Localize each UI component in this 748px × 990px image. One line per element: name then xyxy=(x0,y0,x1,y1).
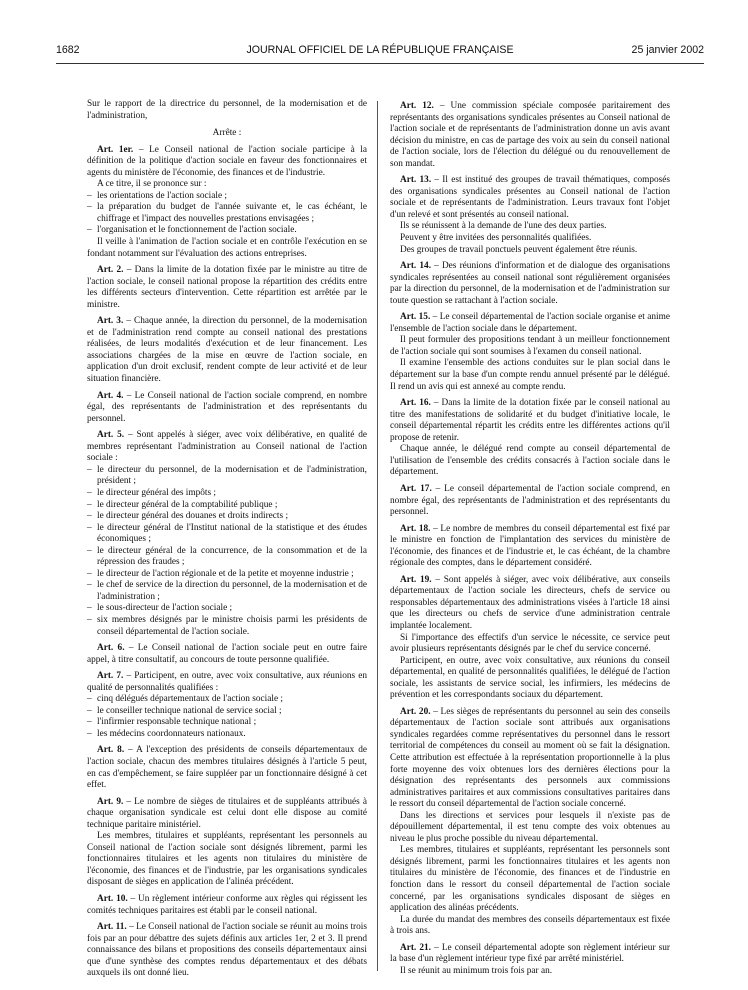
column-divider xyxy=(377,101,378,971)
paragraph: A ce titre, il se prononce sur : xyxy=(97,179,207,190)
list-item: – le directeur général de l'Institut national de la statistique et des études économiques ; xyxy=(87,522,367,545)
list-item: – cinq délégués départementaux de l'action sociale ; xyxy=(87,694,283,705)
paragraph: Des groupes de travail ponctuels peuvent également être réunis. xyxy=(400,244,638,255)
article-label: Art. 13. xyxy=(400,175,432,186)
header-rule xyxy=(56,63,704,64)
list-item: – l'infirmier responsable technique national ; xyxy=(87,717,257,728)
article-label: Art. 14. xyxy=(400,261,432,272)
paragraph: Chaque année, le délégué rend compte au conseil départemental de l'utilisation de l'ensemble des crédits consacrés à l'action sociale dans le département. xyxy=(390,444,670,478)
article-label: Art. 6. xyxy=(97,643,125,654)
list-item: – le directeur de l'action régionale et de la petite et moyenne industrie ; xyxy=(87,568,354,579)
list-item: – le conseiller technique national de service social ; xyxy=(87,705,282,716)
article-19 xyxy=(390,575,670,633)
article-11 xyxy=(87,922,367,980)
list-item: – l'organisation et le fonctionnement de l'action sociale. xyxy=(87,225,297,236)
article-label: Art. 5. xyxy=(97,430,125,441)
list-item: – le directeur du personnel, de la modernisation et de l'administration, président ; xyxy=(87,464,367,487)
article-1 xyxy=(87,145,367,180)
paragraph: La durée du mandat des membres des conseils départementaux est fixée à trois ans. xyxy=(390,914,670,937)
article-21 xyxy=(390,943,670,966)
article-text: – Chaque année, la direction du personnel, de la modernisation et de l'administration rend compte au conseil national des prestations réalisées, de leurs modalités d'exécution et de leur financement. Les associations chargées de la mise en œuvre de l'action sociale, en application d'un droit exclusif, rendent compte de leur activité et de leur situation financière. xyxy=(87,316,367,385)
article-text: – Une commission spéciale composée paritairement des représentants des organisations syndicales présentes au Conseil national de l'action sociale et de représentants de l'administration donne un avis avant décision du ministre, en cas de partage des voix au sein du conseil national de l'action sociale, lors de l'élection du délégué ou du renouvellement de son mandat. xyxy=(390,101,670,169)
article-18 xyxy=(390,524,670,570)
article-text: – Le conseil départemental adopte son règlement intérieur sur la base d'un règlement intérieur type fixé par arrêté ministériel. xyxy=(390,942,670,965)
article-label: Art. 19. xyxy=(400,574,432,585)
paragraph: Les membres, titulaires et suppléants, représentant les personnels au Conseil national de l'action sociale sont désignés librement, parmi les fonctionnaires titulaires et les agents non titulaires du ministère de l'économie, des finances et de l'industrie, par les organisations syndicales disposant de sièges en application de l'alinéa précédent. xyxy=(87,831,367,888)
list-item: – les orientations de l'action sociale ; xyxy=(87,190,227,201)
paragraph: Il peut formuler des propositions tendant à un meilleur fonctionnement de l'action sociale qui sont soumises à l'examen du conseil national. xyxy=(390,335,670,357)
article-text: – Le Conseil national de l'action sociale peut en outre faire appel, à titre consultatif, au concours de toute personne qualifiée. xyxy=(87,643,367,665)
article-label: Art. 18. xyxy=(400,523,431,534)
article-label: Art. 20. xyxy=(400,706,431,717)
article-text: – Le Conseil national de l'action sociale participe à la définition de la politique d'action sociale en faveur des fonctionnaires et agents du ministère de l'économie, des finances et de l'industrie. xyxy=(87,144,368,178)
list-item: – le directeur général des impôts ; xyxy=(87,487,217,498)
list-item: – le directeur général de la concurrence, de la consommation et de la répression des fraudes ; xyxy=(87,545,367,568)
article-label: Art. 21. xyxy=(400,942,431,953)
article-label: Art. 7. xyxy=(97,671,124,682)
intro-paragraph: Sur le rapport de la directrice du personnel, de la modernisation et de l'administration, xyxy=(87,99,367,121)
article-text: – Dans la limite de la dotation fixée par le conseil national au titre des manifestations de solidarité et du budget d'initiative locale, le conseil départemental répartit les crédits entre les différentes actions qu'il propose de retenir. xyxy=(390,398,670,443)
article-label: Art. 15. xyxy=(400,312,431,323)
article-text: – Sont appelés à siéger, avec voix délibérative, en qualité de membres représentant l'administration au Conseil national de l'action sociale : xyxy=(87,430,367,464)
article-6 xyxy=(87,643,367,666)
paragraph: Les membres, titulaires et suppléants, représentant les personnels sont désignés librement, parmi les fonctionnaires titulaires et les agents non titulaires du ministère de l'économie, des finances et de l'industrie en fonction dans le ressort du conseil départemental de l'action sociale concerné, par les organisations syndicales disposant de sièges en application des alinéas précédents. xyxy=(390,845,670,914)
article-8 xyxy=(87,745,367,791)
article-label: Art. 9. xyxy=(97,796,124,807)
article-text: – Le Conseil national de l'action sociale se réunit au moins trois fois par an pour débattre des sujets définis aux articles 1er, 2 et 3. Il prend connaissance des bilans et propositions des conseils départementaux ainsi que d'une synthèse des comptes rendus départementaux et des débats auxquels ils ont donné lieu. xyxy=(87,922,367,979)
article-text: – Il est institué des groupes de travail thématiques, composés des organisations syndicales présentes au Conseil national de l'action sociale et de représentants de l'administration. Leurs travaux font l'objet d'un relevé et sont présentés au conseil national. xyxy=(390,175,670,220)
article-20 xyxy=(390,707,670,811)
arrete-heading: Arrête : xyxy=(212,128,242,139)
list-item: – le directeur général des douanes et droits indirects ; xyxy=(87,511,289,522)
list-item: – le chef de service de la direction du personnel, de la modernisation et de l'administration ; xyxy=(87,580,367,602)
paragraph: Si l'importance des effectifs d'un service le nécessite, ce service peut avoir plusieurs représentants désignés par le chef du service concerné. xyxy=(390,632,670,655)
article-13 xyxy=(390,175,670,221)
article-text: – Le conseil départemental de l'action sociale organise et anime l'ensemble de l'action sociale dans le département. xyxy=(390,312,670,334)
article-3 xyxy=(87,316,367,385)
article-9 xyxy=(87,797,367,832)
article-10 xyxy=(87,894,367,917)
article-text: – A l'exception des présidents de conseils départementaux de l'action sociale, chacun des membres titulaires désignés à l'article 5 peut, en cas d'empêchement, se faire suppléer par un fonctionnaire désigné à cet effet. xyxy=(87,745,367,791)
right-column xyxy=(390,101,670,977)
article-text: – Participent, en outre, avec voix consultative, aux réunions en qualité de personnalités qualifiées : xyxy=(87,671,367,693)
article-5 xyxy=(87,430,367,465)
article-label: Art. 1er. xyxy=(97,144,134,155)
article-text: – Sont appelés à siéger, avec voix délibérative, aux conseils départementaux de l'action sociale les directeurs, chefs de service ou responsables départementaux des administrations visées à l'article 18 ainsi que les directeurs ou chefs de service d'une administration centrale implantée localement. xyxy=(390,574,670,631)
article-label: Art. 3. xyxy=(97,316,124,327)
article-text: – Un règlement intérieur conforme aux règles qui régissent les comités techniques paritaires est établi par le conseil national. xyxy=(87,894,367,916)
paragraph: Participent, en outre, avec voix consultative, aux réunions du conseil départemental, en qualité de personnalités qualifiées, le délégué de l'action sociale, les assistants de service social, les infirmiers, les médecins de prévention et les correspondants sociaux du département. xyxy=(390,655,670,701)
list-item: – le directeur général de la comptabilité publique ; xyxy=(87,499,278,510)
paragraph: Ils se réunissent à la demande de l'une des deux parties. xyxy=(400,221,607,232)
article-text: – Les sièges de représentants du personnel au sein des conseils départementaux de l'action sociale sont attribués aux organisations syndicales regardées comme représentatives du personnel dans le ressort territorial de compétences du conseil au moment où se fait la désignation. Cette attribution est effectuée à la représentation proportionnelle à la plus forte moyenne des voix obtenues lors des dernières élections pour la désignation des représentants des personnels aux commissions administratives paritaires et aux commissions consultatives paritaires dans le ressort du conseil départemental de l'action sociale concerné. xyxy=(390,706,670,810)
article-label: Art. 2. xyxy=(97,265,124,276)
article-label: Art. 12. xyxy=(400,101,434,111)
article-label: Art. 4. xyxy=(97,390,124,401)
paragraph: Il se réunit au minimum trois fois par an. xyxy=(400,965,553,976)
paragraph: Dans les directions et services pour lesquels il n'existe pas de dépouillement départemental, il est tenu compte des voix obtenues au niveau le plus proche possible du niveau départemental. xyxy=(390,810,670,844)
paragraph: Peuvent y être invitées des personnalités qualifiées. xyxy=(400,233,592,244)
article-label: Art. 17. xyxy=(400,483,432,494)
left-column xyxy=(87,99,367,980)
list-item: – le sous-directeur de l'action sociale ; xyxy=(87,603,233,614)
article-text: – Des réunions d'information et de dialogue des organisations syndicales représentées au conseil national sont régulièrement organisées par la direction du personnel, de la modernisation et de l'administration sur toute question se rattachant à l'action sociale. xyxy=(390,261,670,306)
page-header xyxy=(56,44,704,60)
article-15 xyxy=(390,312,670,335)
article-label: Art. 8. xyxy=(97,745,125,756)
article-text: – Le Conseil national de l'action sociale comprend, en nombre égal, des représentants de l'administration et des représentants du personnel. xyxy=(87,390,367,424)
article-text: – Dans la limite de la dotation fixée par le ministre au titre de l'action sociale, le conseil national propose la répartition des crédits entre les différents secteurs d'intervention. Cette répartition est arrêtée par le ministre. xyxy=(87,265,367,310)
article-text: – Le nombre de membres du conseil départemental est fixé par le ministre en fonction de l'implantation des services du ministère de l'économie, des finances et de l'industrie et, le cas échéant, de la chambre régionale des comptes, dans le département considéré. xyxy=(390,523,670,569)
article-14 xyxy=(390,261,670,307)
list-item: – six membres désignés par le ministre choisis parmi les présidents de conseil départemental de l'action sociale. xyxy=(87,614,367,637)
journal-title: JOURNAL OFFICIEL DE LA RÉPUBLIQUE FRANÇAISE xyxy=(246,44,514,56)
list-item: – la préparation du budget de l'année suivante et, le cas échéant, le chiffrage et l'impact des nouvelles prestations envisagées ; xyxy=(87,202,367,224)
article-7 xyxy=(87,671,367,694)
paragraph: Il examine l'ensemble des actions conduites sur le plan social dans le département sur la base d'un compte rendu annuel présenté par le délégué. Il rend un avis qui est annexé au compte rendu. xyxy=(390,358,670,392)
article-4 xyxy=(87,391,367,426)
paragraph: Il veille à l'animation de l'action sociale et en contrôle l'exécution en se fondant notamment sur l'évaluation des actions entreprises. xyxy=(87,237,367,259)
article-label: Art. 11. xyxy=(97,922,127,933)
publication-date: 25 janvier 2002 xyxy=(631,44,704,56)
page-number: 1682 xyxy=(56,44,80,56)
list-item: – les médecins coordonnateurs nationaux. xyxy=(87,728,246,739)
article-text: – Le conseil départemental de l'action sociale comprend, en nombre égal, des représentants de l'administration et des représentants du personnel. xyxy=(390,483,670,518)
article-16 xyxy=(390,398,670,444)
article-label: Art. 16. xyxy=(400,398,431,409)
article-text: – Le nombre de sièges de titulaires et de suppléants attribués à chaque organisation syndicale est celui dont elle dispose au comité technique paritaire ministériel. xyxy=(87,796,367,830)
article-label: Art. 10. xyxy=(97,894,128,904)
article-2 xyxy=(87,265,367,311)
article-12 xyxy=(390,101,670,170)
article-17 xyxy=(390,484,670,519)
